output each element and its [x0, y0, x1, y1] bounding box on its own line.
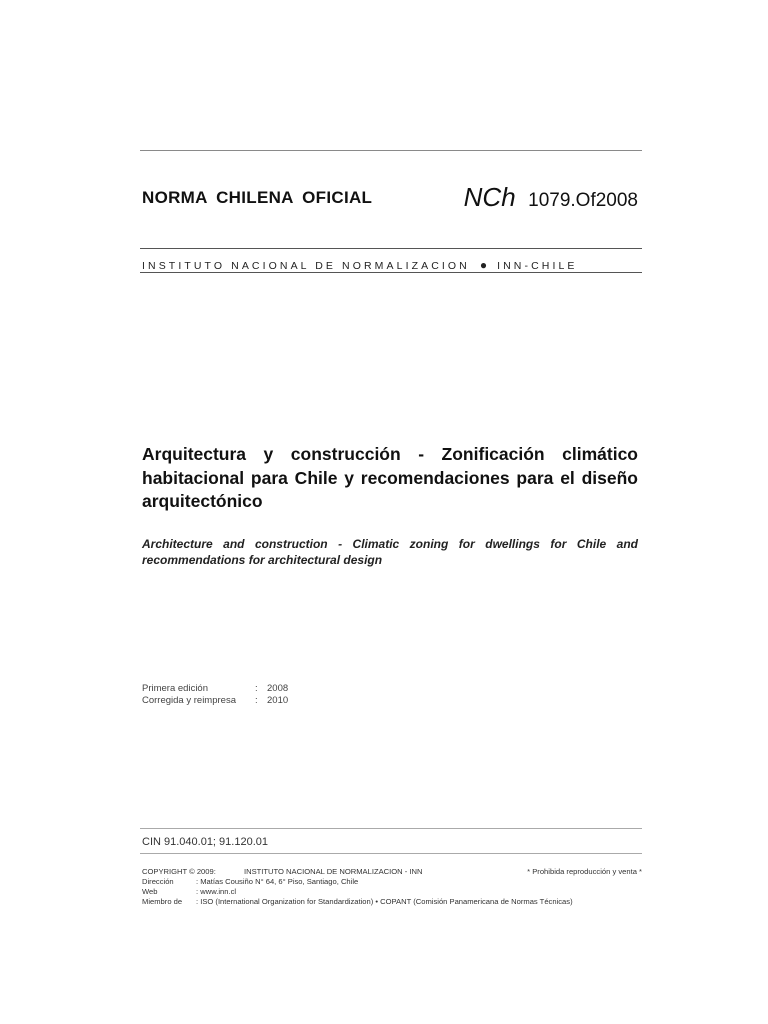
- footer-label: Miembro de: [142, 897, 183, 906]
- copyright-holder: INSTITUTO NACIONAL DE NORMALIZACION - INN: [244, 867, 423, 876]
- copyright-row: [142, 867, 642, 877]
- edition-info: [142, 683, 288, 707]
- institute-rule-top: [140, 248, 642, 249]
- footer-value: : www.inn.cl: [196, 887, 237, 896]
- footer-label: Dirección: [142, 877, 174, 886]
- cin-rule-top: [140, 828, 642, 829]
- title-spanish: Arquitectura y construcción - Zonificación climático habitacional para Chile y recomendaciones para el diseño arquitectónico: [142, 444, 638, 511]
- standard-number: 1079.Of2008: [528, 190, 638, 211]
- norma-heading: NORMA CHILENA OFICIAL: [142, 188, 373, 207]
- edition-label: Corregida y reimpresa: [142, 695, 236, 706]
- nch-label: NCh: [463, 182, 516, 212]
- edition-row: [142, 695, 288, 707]
- edition-year: 2008: [267, 683, 289, 694]
- footer-label: Web: [142, 887, 158, 896]
- footer: [142, 867, 642, 907]
- edition-colon: :: [255, 683, 258, 694]
- edition-colon: :: [255, 695, 258, 706]
- edition-row: [142, 683, 288, 695]
- copyright-label: COPYRIGHT © 2009:: [142, 867, 216, 876]
- footer-value: : Matías Cousiño N° 64, 6° Piso, Santiago, Chile: [196, 877, 359, 886]
- footer-row: [142, 877, 642, 887]
- institute-short: INN-CHILE: [497, 260, 578, 272]
- institute-name: INSTITUTO NACIONAL DE NORMALIZACION: [142, 260, 470, 272]
- institute-rule-bottom: [140, 272, 642, 273]
- top-rule: [140, 150, 642, 151]
- cin-code: CIN 91.040.01; 91.120.01: [142, 836, 268, 848]
- prohibited-notice: * Prohibida reproducción y venta *: [527, 867, 642, 876]
- standard-code: [464, 182, 638, 213]
- edition-year: 2010: [267, 695, 289, 706]
- bullet-separator: ●: [479, 258, 488, 272]
- cin-rule-bottom: [140, 853, 642, 854]
- edition-label: Primera edición: [142, 683, 208, 694]
- title-english: Architecture and construction - Climatic zoning for dwellings for Chile and recommendations for architectural design: [142, 537, 638, 567]
- institute-line: [142, 258, 578, 272]
- footer-row: [142, 897, 642, 907]
- footer-value: : ISO (International Organization for Standardization) • COPANT (Comisión Panamericana de Normas Técnicas): [196, 897, 573, 906]
- footer-row: [142, 887, 642, 897]
